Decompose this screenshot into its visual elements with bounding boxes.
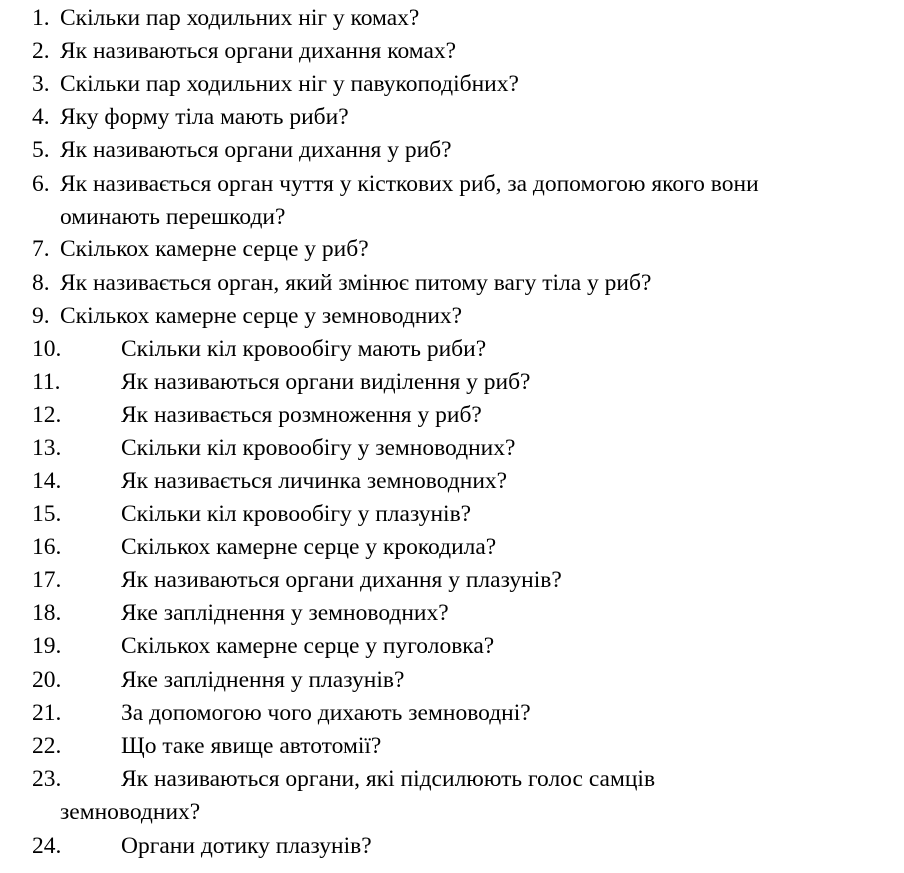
item-text: Скількох камерне серце у пуголовка? <box>121 633 495 659</box>
item-text: Як називаються органи, які підсилюють голос самців <box>121 766 656 792</box>
item-number: 18. <box>32 600 62 626</box>
item-number: 16. <box>32 534 62 560</box>
item-number: 1. <box>32 5 50 31</box>
item-text: Як називаються органи дихання комах? <box>60 38 457 64</box>
item-number: 12. <box>32 402 62 428</box>
item-number: 23. <box>32 766 62 792</box>
item-number: 4. <box>32 104 50 130</box>
item-number: 5. <box>32 137 50 163</box>
item-number: 14. <box>32 468 62 494</box>
item-number: 9. <box>32 303 50 329</box>
item-text: Скільки кіл кровообігу у земноводних? <box>121 435 516 461</box>
item-text: Скільки кіл кровообігу мають риби? <box>121 336 487 362</box>
item-number: 13. <box>32 435 62 461</box>
item-number: 20. <box>32 667 62 693</box>
item-text: Скількох камерне серце у земноводних? <box>60 303 463 329</box>
item-number: 11. <box>32 369 61 395</box>
item-text: Скількох камерне серце у крокодила? <box>121 534 497 560</box>
item-number: 3. <box>32 71 50 97</box>
item-number: 17. <box>32 567 62 593</box>
item-text: За допомогою чого дихають земноводні? <box>121 700 531 726</box>
item-text: Що таке явище автотомії? <box>121 733 382 759</box>
item-number: 22. <box>32 733 62 759</box>
item-text: Як називається орган чуття у кісткових риб, за допомогою якого вони <box>60 171 759 197</box>
item-text: Скількох камерне серце у риб? <box>60 236 369 262</box>
item-text: Яку форму тіла мають риби? <box>60 104 349 130</box>
item-text: Скільки кіл кровообігу у плазунів? <box>121 501 472 527</box>
item-number: 10. <box>32 336 62 362</box>
item-number: 21. <box>32 700 62 726</box>
item-text: Як називаються органи дихання у риб? <box>60 137 452 163</box>
item-text-continuation: земноводних? <box>60 799 201 825</box>
item-number: 8. <box>32 270 50 296</box>
item-number: 24. <box>32 833 62 859</box>
item-text: Як називається розмноження у риб? <box>121 402 482 428</box>
item-text: Як називається орган, який змінює питому вагу тіла у риб? <box>60 270 652 296</box>
item-text: Яке запліднення у плазунів? <box>121 667 405 693</box>
item-text: Як називаються органи виділення у риб? <box>121 369 531 395</box>
item-text-continuation: оминають перешкоди? <box>60 204 286 230</box>
item-text: Яке запліднення у земноводних? <box>121 600 449 626</box>
item-number: 6. <box>32 171 50 197</box>
item-number: 15. <box>32 501 62 527</box>
item-text: Органи дотику плазунів? <box>121 833 372 859</box>
item-text: Скільки пар ходильних ніг у комах? <box>60 5 420 31</box>
item-text: Як називаються органи дихання у плазунів? <box>121 567 562 593</box>
item-text: Скільки пар ходильних ніг у павукоподібних? <box>60 71 519 97</box>
item-number: 19. <box>32 633 62 659</box>
item-number: 2. <box>32 38 50 64</box>
item-text: Як називається личинка земноводних? <box>121 468 508 494</box>
item-number: 7. <box>32 236 50 262</box>
